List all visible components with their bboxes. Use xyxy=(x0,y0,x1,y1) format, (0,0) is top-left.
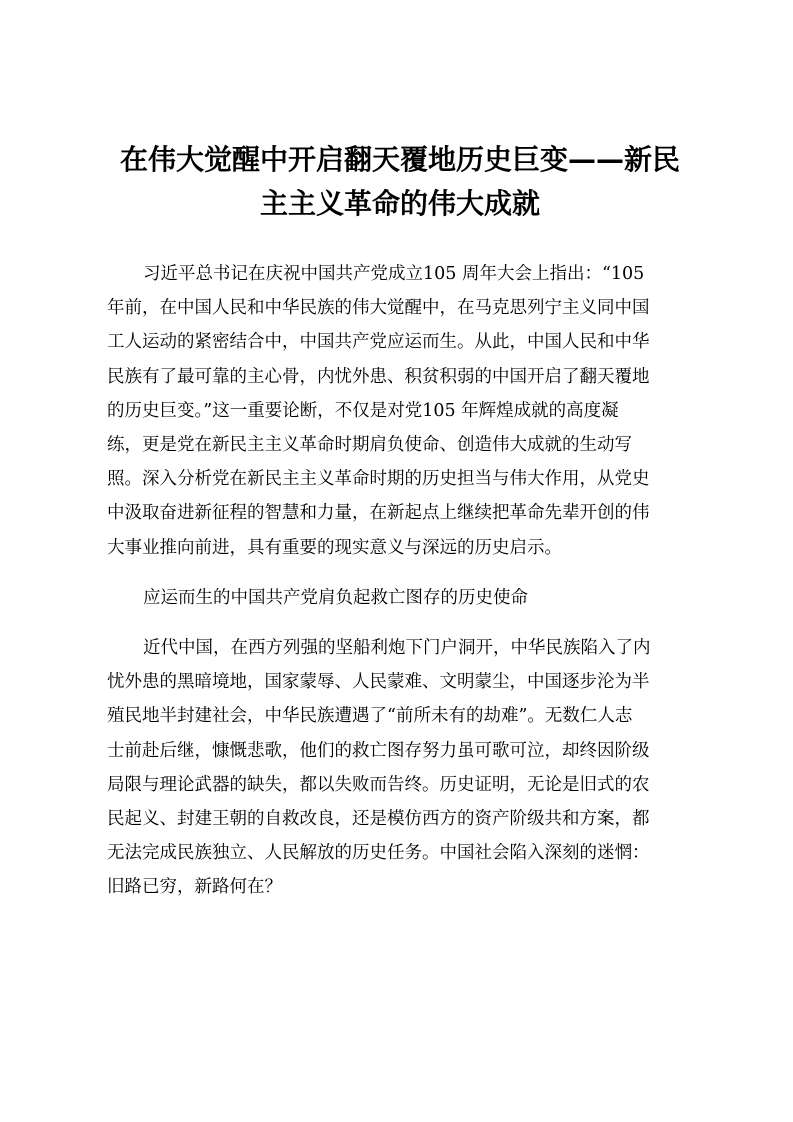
text-line: 照。深入分析党在新民主主义革命时期的历史担当与伟大作用，从党史 xyxy=(107,469,650,490)
text-line: 年前，在中国人民和中华民族的伟大觉醒中，在马克思列宁主义同中国 xyxy=(107,298,650,319)
section-heading xyxy=(107,581,687,615)
text-line: 局限与理论武器的缺失，都以失败而告终。历史证明，无论是旧式的农 xyxy=(107,774,650,795)
text-line: 的历史巨变。”这一重要论断，不仅是对党105 年辉煌成就的高度凝 xyxy=(107,400,619,421)
text-line: 中汲取奋进新征程的智慧和力量，在新起点上继续把革命先辈开创的伟 xyxy=(107,503,650,524)
text-line: 民起义、封建王朝的自救改良，还是模仿西方的资产阶级共和方案，都 xyxy=(107,809,650,830)
text-line: 民族有了最可靠的主心骨，内忧外患、积贫积弱的中国开启了翻天覆地 xyxy=(107,366,650,387)
text-line: 大事业推向前进，具有重要的现实意义与深远的历史启示。 xyxy=(107,537,562,558)
paragraph-history xyxy=(107,631,687,905)
text-line: 练，更是党在新民主主义革命时期肩负使命、创造伟大成就的生动写 xyxy=(107,435,632,456)
text-line: 殖民地半封建社会，中华民族遭遇了“前所未有的劫难”。无数仁人志 xyxy=(107,706,633,727)
title-line: 主主义革命的伟大成就 xyxy=(259,187,540,220)
text-line: 忧外患的黑暗境地，国家蒙辱、人民蒙难、文明蒙尘，中国逐步沦为半 xyxy=(107,672,650,693)
text-line: 旧路已穷，新路何在？ xyxy=(107,877,282,898)
text-line: 习近平总书记在庆祝中国共产党成立105 周年大会上指出：“105 xyxy=(143,264,645,284)
text-line: 近代中国，在西方列强的坚船利炮下门户洞开，中华民族陷入了内 xyxy=(143,638,651,659)
text-line: 无法完成民族独立、人民解放的历史任务。中国社会陷入深刻的迷惘： xyxy=(107,843,650,864)
text-line: 工人运动的紧密结合中，中国共产党应运而生。从此，中国人民和中华 xyxy=(107,332,650,353)
text-line: 士前赴后继，慷慨悲歌，他们的救亡图存努力虽可歌可泣，却终因阶级 xyxy=(107,740,650,761)
document-body xyxy=(107,257,687,905)
text-line: 应运而生的中国共产党肩负起救亡图存的历史使命 xyxy=(143,587,528,608)
title-line: 在伟大觉醒中开启翻天覆地历史巨变——新民 xyxy=(119,143,680,176)
document-title xyxy=(100,138,700,226)
paragraph-intro xyxy=(107,257,687,565)
